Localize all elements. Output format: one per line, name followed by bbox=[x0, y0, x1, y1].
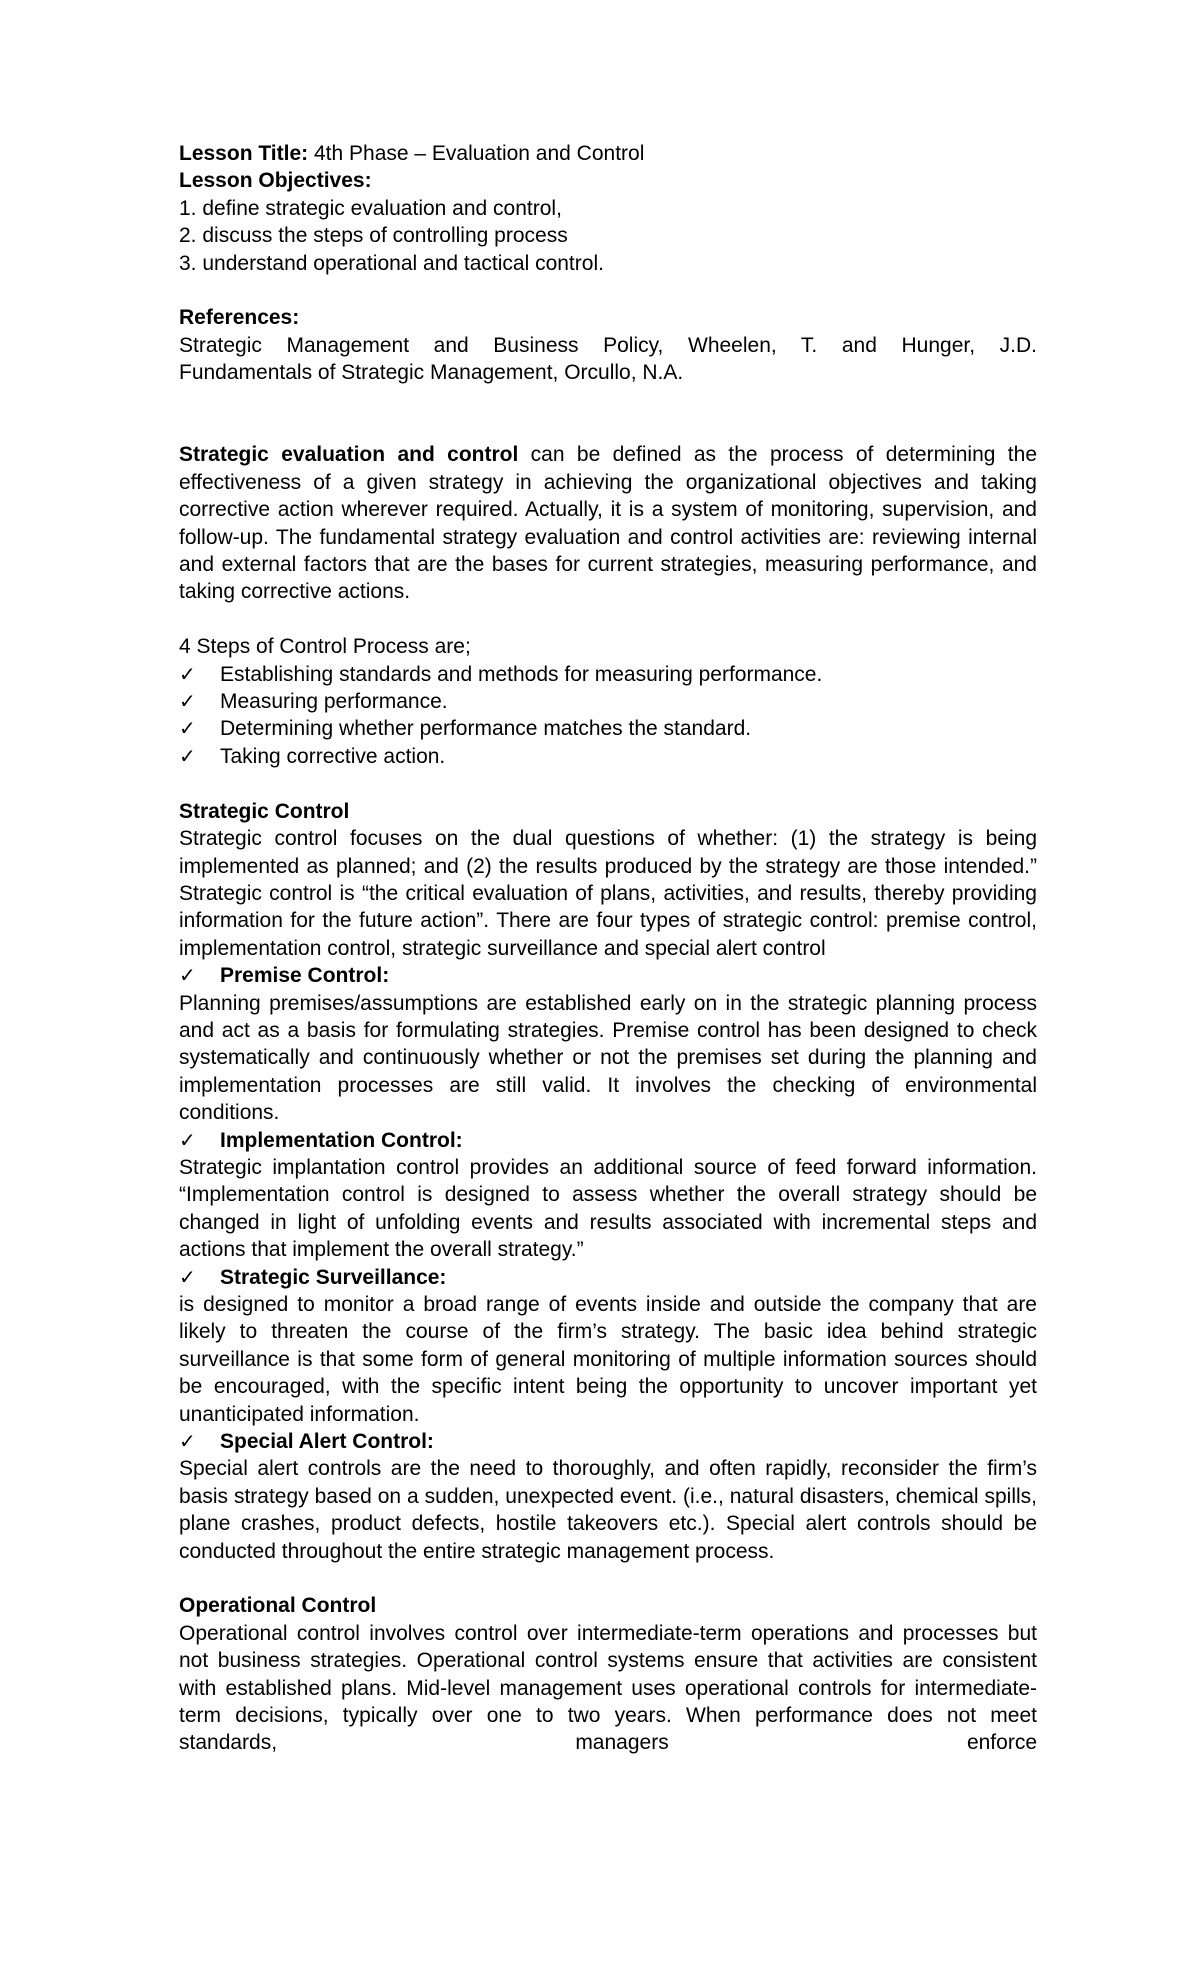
checkmark-icon: ✓ bbox=[179, 661, 196, 686]
operational-control-body: Operational control involves control over intermediate-term operations and processes but not business strategies. Operational control systems ensure that activities are consistent with established plans. Mid-level management uses operational controls for intermediate-term decisions, typically over one to two years. When performance does not meet standards, managers enforce bbox=[179, 1621, 1037, 1755]
steps-heading: 4 Steps of Control Process are; bbox=[179, 635, 471, 659]
list-item bbox=[179, 688, 1037, 715]
control-type-title: Special Alert Control: bbox=[220, 1430, 434, 1454]
intro-text: can be defined as the process of determining the effectiveness of a given strategy in achieving the organizational objectives and taking corrective action wherever required. Actually, it is a system of monitoring, supervision, and follow-up. The fundamental strategy evaluation and control activities are: reviewing internal and external factors that are the bases for current strategies, measuring performance, and taking corrective actions. bbox=[179, 443, 1037, 604]
operational-control-heading: Operational Control bbox=[179, 1594, 377, 1618]
lesson-title-label: Lesson Title: bbox=[179, 142, 309, 165]
checkmark-icon: ✓ bbox=[179, 716, 196, 741]
spacer bbox=[179, 606, 1037, 633]
strategic-control-heading: Strategic Control bbox=[179, 799, 350, 823]
implementation-control-body: Strategic implantation control provides an additional source of feed forward information. “Implementation control is designed to assess whether the overall strategy should be changed in light of unfolding events and results associated with incremental steps and actions that implement the overall strategy.” bbox=[179, 1155, 1037, 1262]
list-item bbox=[179, 715, 1037, 742]
document-page bbox=[179, 140, 1037, 1757]
checkmark-icon: ✓ bbox=[179, 743, 196, 768]
premise-control-body: Planning premises/assumptions are established early on in the strategic planning process and act as a basis for formulating strategies. Premise control has been designed to check systematically and continuously whether or not the premises set during the planning and implementation processes are still valid. It involves the checking of environmental conditions. bbox=[179, 991, 1037, 1125]
steps-list bbox=[179, 661, 1037, 771]
checkmark-icon: ✓ bbox=[179, 1264, 196, 1289]
checkmark-icon: ✓ bbox=[179, 963, 196, 988]
objectives-label: Lesson Objectives: bbox=[179, 169, 372, 193]
objective-item: 2. discuss the steps of controlling process bbox=[179, 224, 568, 248]
objective-item: 3. understand operational and tactical control. bbox=[179, 251, 604, 275]
reference-item: Fundamentals of Strategic Management, Orcullo, N.A. bbox=[179, 361, 684, 385]
reference-item: Strategic Management and Business Policy, Wheelen, T. and Hunger, J.D. bbox=[179, 333, 1037, 357]
spacer bbox=[179, 1565, 1037, 1592]
step-text: Determining whether performance matches the standard. bbox=[220, 717, 752, 741]
premise-control-title bbox=[179, 962, 1037, 989]
references-label: References: bbox=[179, 306, 300, 330]
step-text: Establishing standards and methods for measuring performance. bbox=[220, 662, 823, 686]
spacer bbox=[179, 277, 1037, 304]
intro-term: Strategic evaluation and control bbox=[179, 443, 519, 467]
control-type-title: Implementation Control: bbox=[220, 1128, 463, 1152]
step-text: Taking corrective action. bbox=[220, 744, 446, 768]
implementation-control-title bbox=[179, 1127, 1037, 1154]
step-text: Measuring performance. bbox=[220, 690, 448, 714]
intro-paragraph bbox=[179, 441, 1037, 605]
list-item bbox=[179, 743, 1037, 770]
special-alert-control-body: Special alert controls are the need to thoroughly, and often rapidly, reconsider the firm’s basis strategy based on a sudden, unexpected event. (i.e., natural disasters, chemical spills, plane crashes, product defects, hostile takeovers etc.). Special alert controls should be conducted throughout the entire strategic management process. bbox=[179, 1457, 1037, 1563]
checkmark-icon: ✓ bbox=[179, 689, 196, 714]
checkmark-icon: ✓ bbox=[179, 1429, 196, 1454]
lesson-title-value: 4th Phase – Evaluation and Control bbox=[308, 142, 645, 165]
spacer bbox=[179, 770, 1037, 797]
spacer bbox=[179, 387, 1037, 442]
control-type-title: Strategic Surveillance: bbox=[220, 1265, 447, 1289]
checkmark-icon: ✓ bbox=[179, 1127, 196, 1152]
strategic-control-intro: Strategic control focuses on the dual questions of whether: (1) the strategy is being implemented as planned; and (2) the results produced by the strategy are those intended.” Strategic control is “the critical evaluation of plans, activities, and results, thereby providing information for the future action”. There are four types of strategic control: premise control, implementation control, strategic surveillance and special alert control bbox=[179, 827, 1037, 960]
strategic-surveillance-body: is designed to monitor a broad range of events inside and outside the company that are likely to threaten the course of the firm’s strategy. The basic idea behind strategic surveillance is that some form of general monitoring of multiple information sources should be encouraged, with the specific intent being the opportunity to uncover important yet unanticipated information. bbox=[179, 1293, 1037, 1426]
list-item bbox=[179, 661, 1037, 688]
strategic-surveillance-title bbox=[179, 1264, 1037, 1291]
objective-item: 1. define strategic evaluation and control, bbox=[179, 196, 562, 220]
special-alert-control-title bbox=[179, 1428, 1037, 1455]
control-type-title: Premise Control: bbox=[220, 964, 390, 988]
lesson-title bbox=[179, 140, 1037, 167]
